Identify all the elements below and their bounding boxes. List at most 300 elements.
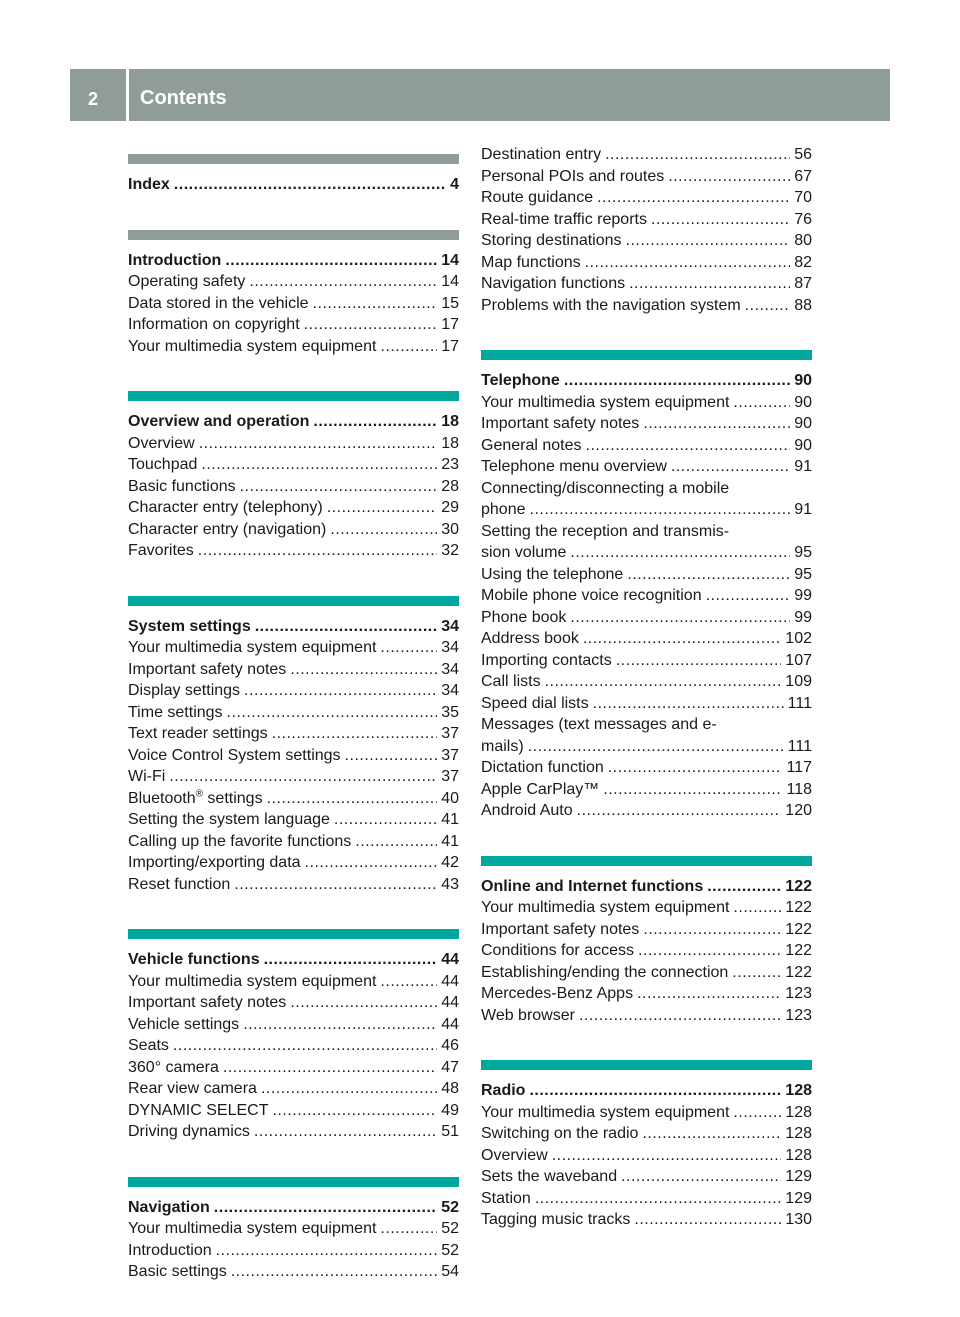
toc-entry-text: Station bbox=[481, 1189, 531, 1207]
toc-entry-page: 128 bbox=[785, 1082, 812, 1099]
toc-entry[interactable] bbox=[481, 1102, 812, 1124]
dot-leader bbox=[627, 564, 790, 586]
header-divider bbox=[126, 69, 129, 121]
dot-leader bbox=[634, 1209, 781, 1231]
toc-entry-text: Tagging music tracks bbox=[481, 1211, 631, 1228]
toc-entry[interactable] bbox=[128, 992, 459, 1014]
toc-entry[interactable] bbox=[481, 295, 812, 317]
toc-entry-page: 43 bbox=[441, 875, 459, 893]
toc-entry[interactable] bbox=[481, 650, 812, 672]
toc-entry[interactable] bbox=[481, 542, 812, 564]
toc-entry-label bbox=[128, 336, 376, 358]
toc-entry-text: Voice Control System settings bbox=[128, 746, 341, 764]
toc-entry-text: Storing destinations bbox=[481, 232, 622, 249]
dot-leader bbox=[626, 230, 791, 252]
toc-entry-label bbox=[481, 757, 604, 779]
toc-entry-label bbox=[128, 723, 268, 745]
dot-leader bbox=[643, 919, 781, 941]
toc-right-column bbox=[481, 146, 812, 1265]
dot-leader bbox=[642, 1123, 781, 1145]
toc-entry-label bbox=[481, 736, 524, 758]
toc-entry[interactable] bbox=[128, 809, 459, 831]
toc-entry-page: 46 bbox=[441, 1037, 459, 1054]
dot-leader bbox=[227, 702, 438, 724]
toc-entry-text: Display settings bbox=[128, 682, 241, 699]
toc-entry[interactable] bbox=[481, 736, 812, 758]
dot-leader bbox=[621, 1166, 781, 1188]
toc-section-heading[interactable] bbox=[128, 1197, 459, 1219]
toc-entry[interactable] bbox=[128, 497, 459, 519]
toc-entry-page: 28 bbox=[441, 477, 459, 495]
toc-entry[interactable] bbox=[128, 680, 459, 702]
toc-entry-page: 123 bbox=[785, 985, 812, 1002]
toc-entry-text: Wi-Fi bbox=[128, 768, 166, 785]
dot-leader bbox=[616, 650, 782, 672]
toc-entry-label bbox=[128, 454, 197, 476]
toc-entry[interactable] bbox=[128, 476, 459, 498]
toc-entry-text: sion volume bbox=[481, 544, 567, 561]
toc-entry[interactable] bbox=[481, 499, 812, 521]
toc-entry-text: Speed dial lists bbox=[481, 694, 589, 712]
toc-entry-label bbox=[481, 897, 729, 919]
toc-entry[interactable] bbox=[481, 940, 812, 962]
dot-leader bbox=[169, 766, 437, 788]
toc-entry[interactable] bbox=[481, 564, 812, 586]
toc-entry[interactable] bbox=[128, 1014, 459, 1036]
dot-leader bbox=[593, 693, 784, 715]
toc-section-online-internet bbox=[481, 856, 812, 1027]
dot-leader bbox=[225, 250, 437, 272]
toc-entry-label bbox=[481, 166, 664, 188]
toc-entry-line: Messages (text messages and e- bbox=[481, 716, 717, 733]
toc-entry-text: Your multimedia system equipment bbox=[128, 639, 377, 656]
dot-leader bbox=[174, 174, 446, 196]
toc-entry[interactable] bbox=[481, 273, 812, 295]
toc-entry-page: 4 bbox=[450, 176, 459, 193]
toc-entry-label bbox=[481, 671, 541, 693]
toc-entry-label bbox=[128, 519, 326, 541]
toc-entry-text: Introduction bbox=[128, 251, 222, 269]
dot-leader bbox=[570, 542, 790, 564]
toc-entry-text: Route guidance bbox=[481, 189, 594, 206]
toc-entry-label bbox=[128, 680, 240, 702]
toc-entry[interactable] bbox=[128, 1261, 459, 1283]
toc-entry[interactable] bbox=[128, 723, 459, 745]
toc-entry-label bbox=[481, 1145, 548, 1167]
toc-entry[interactable] bbox=[128, 1057, 459, 1079]
toc-left-column bbox=[128, 154, 459, 1317]
toc-entry-label bbox=[481, 144, 601, 166]
toc-entry-text: Text reader settings bbox=[128, 725, 268, 742]
toc-entry-page: 122 bbox=[785, 920, 812, 938]
toc-entry-label bbox=[481, 542, 566, 564]
toc-entry[interactable] bbox=[128, 637, 459, 659]
toc-entry[interactable] bbox=[481, 166, 812, 188]
toc-entry-line: Connecting/disconnecting a mobile bbox=[481, 479, 730, 497]
dot-leader bbox=[706, 585, 791, 607]
dot-leader bbox=[638, 940, 781, 962]
dot-leader bbox=[529, 1080, 781, 1102]
toc-entry-page: 76 bbox=[794, 210, 812, 228]
dot-leader bbox=[579, 1005, 781, 1027]
section-bar bbox=[128, 230, 459, 240]
toc-entry[interactable] bbox=[128, 745, 459, 767]
toc-entry-page: 128 bbox=[785, 1103, 812, 1121]
toc-entry[interactable] bbox=[128, 540, 459, 562]
toc-entry[interactable] bbox=[481, 435, 812, 457]
toc-entry-page: 52 bbox=[441, 1220, 459, 1237]
toc-section-introduction bbox=[128, 230, 459, 358]
toc-entry-text: Mobile phone voice recognition bbox=[481, 587, 702, 604]
toc-entry-text: Call lists bbox=[481, 673, 541, 690]
toc-entry[interactable] bbox=[481, 585, 812, 607]
dot-leader bbox=[198, 540, 437, 562]
toc-section-heading[interactable] bbox=[481, 876, 812, 898]
section-bar bbox=[481, 1060, 812, 1070]
dot-leader bbox=[234, 874, 437, 896]
dot-leader bbox=[267, 788, 438, 810]
toc-entry[interactable] bbox=[128, 1078, 459, 1100]
toc-entry-label bbox=[128, 271, 245, 293]
toc-entry[interactable] bbox=[481, 1005, 812, 1027]
toc-entry-label bbox=[481, 209, 647, 231]
toc-entry[interactable] bbox=[128, 1218, 459, 1240]
dot-leader bbox=[254, 1121, 437, 1143]
toc-entry-page: 87 bbox=[794, 275, 812, 292]
dot-leader bbox=[355, 831, 437, 853]
toc-section-heading[interactable] bbox=[481, 370, 812, 392]
toc-entry-page: 56 bbox=[794, 146, 812, 163]
toc-entry-label bbox=[481, 1123, 638, 1145]
toc-entry[interactable] bbox=[128, 336, 459, 358]
toc-entry-text: Important safety notes bbox=[481, 415, 640, 432]
toc-entry-label bbox=[481, 585, 702, 607]
toc-entry-page: 51 bbox=[441, 1123, 459, 1140]
toc-entry[interactable] bbox=[128, 1100, 459, 1122]
toc-entry[interactable] bbox=[481, 671, 812, 693]
dot-leader bbox=[313, 293, 438, 315]
toc-section-heading[interactable] bbox=[481, 1080, 812, 1102]
toc-section-heading[interactable] bbox=[128, 174, 459, 196]
toc-entry[interactable] bbox=[128, 702, 459, 724]
toc-entry-page: 44 bbox=[441, 1015, 459, 1033]
toc-entry-text: Operating safety bbox=[128, 273, 246, 290]
toc-entry-page: 29 bbox=[441, 499, 459, 516]
dot-leader bbox=[216, 1240, 438, 1262]
toc-entry-label bbox=[481, 919, 639, 941]
toc-entry-text: Your multimedia system equipment bbox=[128, 1220, 377, 1237]
toc-entry-page: 90 bbox=[794, 393, 812, 411]
dot-leader bbox=[255, 616, 437, 638]
toc-entry[interactable] bbox=[128, 519, 459, 541]
toc-entry-page: 34 bbox=[441, 660, 459, 678]
section-bar bbox=[128, 1177, 459, 1187]
toc-entry-page: 52 bbox=[441, 1241, 459, 1259]
toc-entry-page: 42 bbox=[441, 854, 459, 871]
toc-entry-page: 130 bbox=[785, 1211, 812, 1228]
toc-entry-page: 37 bbox=[441, 725, 459, 742]
toc-entry-text: Basic functions bbox=[128, 477, 236, 495]
toc-entry-text: Navigation bbox=[128, 1198, 210, 1216]
toc-entry-page: 107 bbox=[785, 651, 812, 669]
dot-leader bbox=[643, 413, 790, 435]
section-bar bbox=[128, 929, 459, 939]
toc-entry[interactable] bbox=[128, 766, 459, 788]
toc-section-overview-operation bbox=[128, 391, 459, 562]
toc-entry[interactable] bbox=[481, 456, 812, 478]
toc-entry-text: Personal POIs and routes bbox=[481, 167, 665, 185]
toc-entry-label bbox=[128, 992, 286, 1014]
toc-section-telephone bbox=[481, 350, 812, 822]
toc-entry-text: Map functions bbox=[481, 253, 581, 271]
toc-entry-text: mails) bbox=[481, 737, 524, 755]
toc-entry-text: Android Auto bbox=[481, 802, 573, 819]
dot-leader bbox=[707, 876, 781, 898]
toc-entry-label bbox=[481, 499, 526, 521]
toc-entry-page: 111 bbox=[787, 737, 812, 755]
page-number: 2 bbox=[88, 89, 99, 109]
dot-leader bbox=[264, 949, 438, 971]
dot-leader bbox=[345, 745, 438, 767]
toc-entry[interactable] bbox=[128, 1240, 459, 1262]
toc-entry-page: 14 bbox=[441, 251, 459, 269]
toc-entry[interactable] bbox=[128, 454, 459, 476]
toc-entry-text: Important safety notes bbox=[128, 660, 287, 678]
toc-entry-page: 34 bbox=[441, 682, 459, 699]
toc-entry-label bbox=[128, 1218, 376, 1240]
dot-leader bbox=[290, 992, 437, 1014]
toc-entry-text: Your multimedia system equipment bbox=[128, 972, 377, 990]
toc-entry-text: Bluetooth bbox=[128, 789, 196, 807]
toc-entry-page: 18 bbox=[441, 413, 459, 430]
toc-entry-text: Telephone menu overview bbox=[481, 458, 667, 475]
toc-entry[interactable] bbox=[481, 983, 812, 1005]
toc-entry-text: Your multimedia system equipment bbox=[128, 337, 377, 355]
toc-entry-label bbox=[481, 413, 639, 435]
dot-leader bbox=[651, 209, 790, 231]
toc-entry[interactable] bbox=[481, 392, 812, 414]
toc-entry-page: 111 bbox=[787, 694, 812, 712]
toc-entry-label bbox=[128, 874, 230, 896]
dot-leader bbox=[629, 273, 790, 295]
toc-entry-page: 90 bbox=[794, 436, 812, 454]
toc-entry-label bbox=[481, 1005, 575, 1027]
dot-leader bbox=[535, 1188, 781, 1210]
toc-entry[interactable] bbox=[481, 1123, 812, 1145]
toc-entry-label bbox=[481, 1102, 729, 1124]
dot-leader bbox=[608, 757, 783, 779]
toc-entry[interactable] bbox=[481, 919, 812, 941]
toc-entry-label bbox=[481, 1209, 630, 1231]
section-bar bbox=[128, 154, 459, 164]
toc-section-heading[interactable] bbox=[128, 616, 459, 638]
dot-leader bbox=[583, 628, 781, 650]
toc-entry[interactable] bbox=[481, 607, 812, 629]
dot-leader bbox=[564, 370, 790, 392]
toc-entry-page: 30 bbox=[441, 520, 459, 538]
toc-entry[interactable] bbox=[481, 230, 812, 252]
toc-entry[interactable] bbox=[128, 788, 459, 810]
toc-entry-text: Data stored in the vehicle bbox=[128, 294, 309, 312]
toc-entry[interactable] bbox=[481, 187, 812, 209]
toc-entry[interactable] bbox=[481, 1166, 812, 1188]
toc-entry-page: 37 bbox=[441, 768, 459, 785]
toc-entry[interactable] bbox=[128, 293, 459, 315]
toc-entry[interactable] bbox=[481, 1209, 812, 1231]
toc-entry-text: Rear view camera bbox=[128, 1080, 257, 1097]
page-header bbox=[70, 69, 890, 121]
toc-entry[interactable] bbox=[481, 1145, 812, 1167]
toc-entry[interactable] bbox=[128, 433, 459, 455]
toc-entry[interactable] bbox=[481, 413, 812, 435]
toc-entry[interactable] bbox=[128, 271, 459, 293]
toc-entry-text: Problems with the navigation system bbox=[481, 296, 741, 314]
toc-section-navigation-cont bbox=[481, 144, 812, 316]
toc-entry[interactable] bbox=[128, 831, 459, 853]
toc-entry-text: Character entry (navigation) bbox=[128, 520, 327, 538]
toc-entry-text: Time settings bbox=[128, 703, 223, 721]
toc-entry-label bbox=[481, 435, 582, 457]
dot-leader bbox=[305, 852, 438, 874]
toc-entry-text: Apple CarPlay™ bbox=[481, 780, 600, 798]
dot-leader bbox=[528, 736, 784, 758]
toc-entry-page: 37 bbox=[441, 746, 459, 764]
toc-entry-page: 44 bbox=[441, 994, 459, 1011]
toc-entry-label bbox=[128, 1078, 257, 1100]
page-title: Contents bbox=[140, 87, 227, 109]
toc-entry[interactable] bbox=[481, 144, 812, 166]
toc-entry-label bbox=[481, 1166, 617, 1188]
dot-leader bbox=[334, 809, 437, 831]
toc-entry[interactable] bbox=[481, 209, 812, 231]
toc-entry-label bbox=[128, 250, 221, 272]
dot-leader bbox=[668, 166, 790, 188]
toc-entry[interactable] bbox=[481, 693, 812, 715]
toc-entry[interactable] bbox=[128, 1121, 459, 1143]
toc-entry-label bbox=[481, 273, 625, 295]
dot-leader bbox=[214, 1197, 437, 1219]
toc-entry-page: 35 bbox=[441, 703, 459, 721]
toc-entry-label bbox=[128, 314, 300, 336]
toc-entry[interactable] bbox=[128, 874, 459, 896]
dot-leader bbox=[380, 971, 437, 993]
toc-entry[interactable] bbox=[128, 852, 459, 874]
toc-entry-label bbox=[128, 1035, 169, 1057]
dot-leader bbox=[231, 1261, 437, 1283]
toc-entry-label bbox=[128, 1197, 210, 1219]
toc-entry-page: 122 bbox=[785, 963, 812, 981]
toc-entry-text: Switching on the radio bbox=[481, 1125, 639, 1142]
toc-entry-text: Online and Internet functions bbox=[481, 877, 704, 895]
toc-entry-label bbox=[481, 779, 599, 801]
toc-entry-label bbox=[128, 745, 341, 767]
toc-entry[interactable] bbox=[128, 1035, 459, 1057]
toc-entry[interactable] bbox=[481, 628, 812, 650]
dot-leader bbox=[530, 499, 791, 521]
dot-leader bbox=[223, 1057, 437, 1079]
toc-entry-text: Driving dynamics bbox=[128, 1123, 250, 1140]
toc-entry[interactable] bbox=[481, 897, 812, 919]
toc-section-heading[interactable] bbox=[128, 411, 459, 433]
toc-entry-text: Seats bbox=[128, 1037, 169, 1054]
toc-entry-label bbox=[128, 1261, 227, 1283]
toc-entry-page: 17 bbox=[441, 337, 459, 355]
toc-entry-text: Real-time traffic reports bbox=[481, 210, 647, 228]
dot-leader bbox=[745, 295, 791, 317]
toc-entry-page: 129 bbox=[785, 1168, 812, 1185]
toc-entry-label bbox=[128, 1240, 212, 1262]
toc-entry[interactable] bbox=[481, 779, 812, 801]
toc-entry-text: Basic settings bbox=[128, 1263, 227, 1280]
toc-entry-page: 120 bbox=[785, 802, 812, 819]
toc-entry-page: 129 bbox=[785, 1189, 812, 1207]
dot-leader bbox=[585, 252, 791, 274]
toc-entry-text-after: settings bbox=[202, 789, 263, 807]
dot-leader bbox=[733, 1102, 781, 1124]
toc-entry-text: Sets the waveband bbox=[481, 1168, 618, 1185]
toc-entry-text: General notes bbox=[481, 436, 582, 454]
toc-entry-page: 117 bbox=[786, 759, 812, 776]
toc-entry-page: 41 bbox=[441, 832, 459, 850]
toc-entry-text: Conditions for access bbox=[481, 942, 634, 959]
toc-entry-text: Important safety notes bbox=[481, 920, 640, 938]
toc-entry-page: 95 bbox=[794, 544, 812, 561]
toc-entry-text: Calling up the favorite functions bbox=[128, 832, 352, 850]
dot-leader bbox=[732, 962, 781, 984]
toc-entry-label bbox=[128, 433, 195, 455]
toc-entry-label bbox=[128, 540, 194, 562]
toc-entry-text: Your multimedia system equipment bbox=[481, 899, 730, 916]
toc-entry-page: 15 bbox=[441, 294, 459, 312]
toc-entry-page: 17 bbox=[441, 316, 459, 333]
toc-entry-page: 52 bbox=[441, 1198, 459, 1216]
toc-entry-page: 40 bbox=[441, 789, 459, 807]
toc-entry-label bbox=[481, 252, 581, 274]
toc-entry-text: Telephone bbox=[481, 372, 560, 389]
toc-entry-label bbox=[481, 628, 579, 650]
toc-entry[interactable] bbox=[481, 757, 812, 779]
toc-entry[interactable] bbox=[481, 962, 812, 984]
toc-entry[interactable] bbox=[128, 314, 459, 336]
toc-entry[interactable] bbox=[128, 659, 459, 681]
registered-mark: ® bbox=[195, 788, 203, 800]
toc-entry-page: 122 bbox=[785, 942, 812, 959]
toc-entry[interactable] bbox=[128, 971, 459, 993]
toc-entry-text: Web browser bbox=[481, 1006, 575, 1024]
section-bar bbox=[481, 856, 812, 866]
toc-entry-page: 99 bbox=[794, 587, 812, 604]
dot-leader bbox=[173, 1035, 437, 1057]
toc-section-heading[interactable] bbox=[128, 250, 459, 272]
toc-entry-label bbox=[128, 174, 170, 196]
toc-entry[interactable] bbox=[481, 1188, 812, 1210]
toc-entry[interactable] bbox=[481, 800, 812, 822]
toc-entry-label bbox=[128, 809, 330, 831]
toc-entry-label bbox=[128, 659, 286, 681]
toc-entry-label bbox=[128, 788, 263, 810]
toc-entry-text: Setting the system language bbox=[128, 811, 330, 828]
toc-entry[interactable] bbox=[481, 252, 812, 274]
toc-entry-line: Setting the reception and transmis- bbox=[481, 522, 730, 540]
dot-leader bbox=[199, 433, 438, 455]
toc-entry-label bbox=[481, 456, 667, 478]
toc-entry-page: 70 bbox=[794, 189, 812, 206]
dot-leader bbox=[733, 392, 790, 414]
toc-entry-label bbox=[481, 650, 612, 672]
toc-section-navigation bbox=[128, 1177, 459, 1283]
toc-entry-page: 82 bbox=[794, 253, 812, 271]
toc-section-heading[interactable] bbox=[128, 949, 459, 971]
